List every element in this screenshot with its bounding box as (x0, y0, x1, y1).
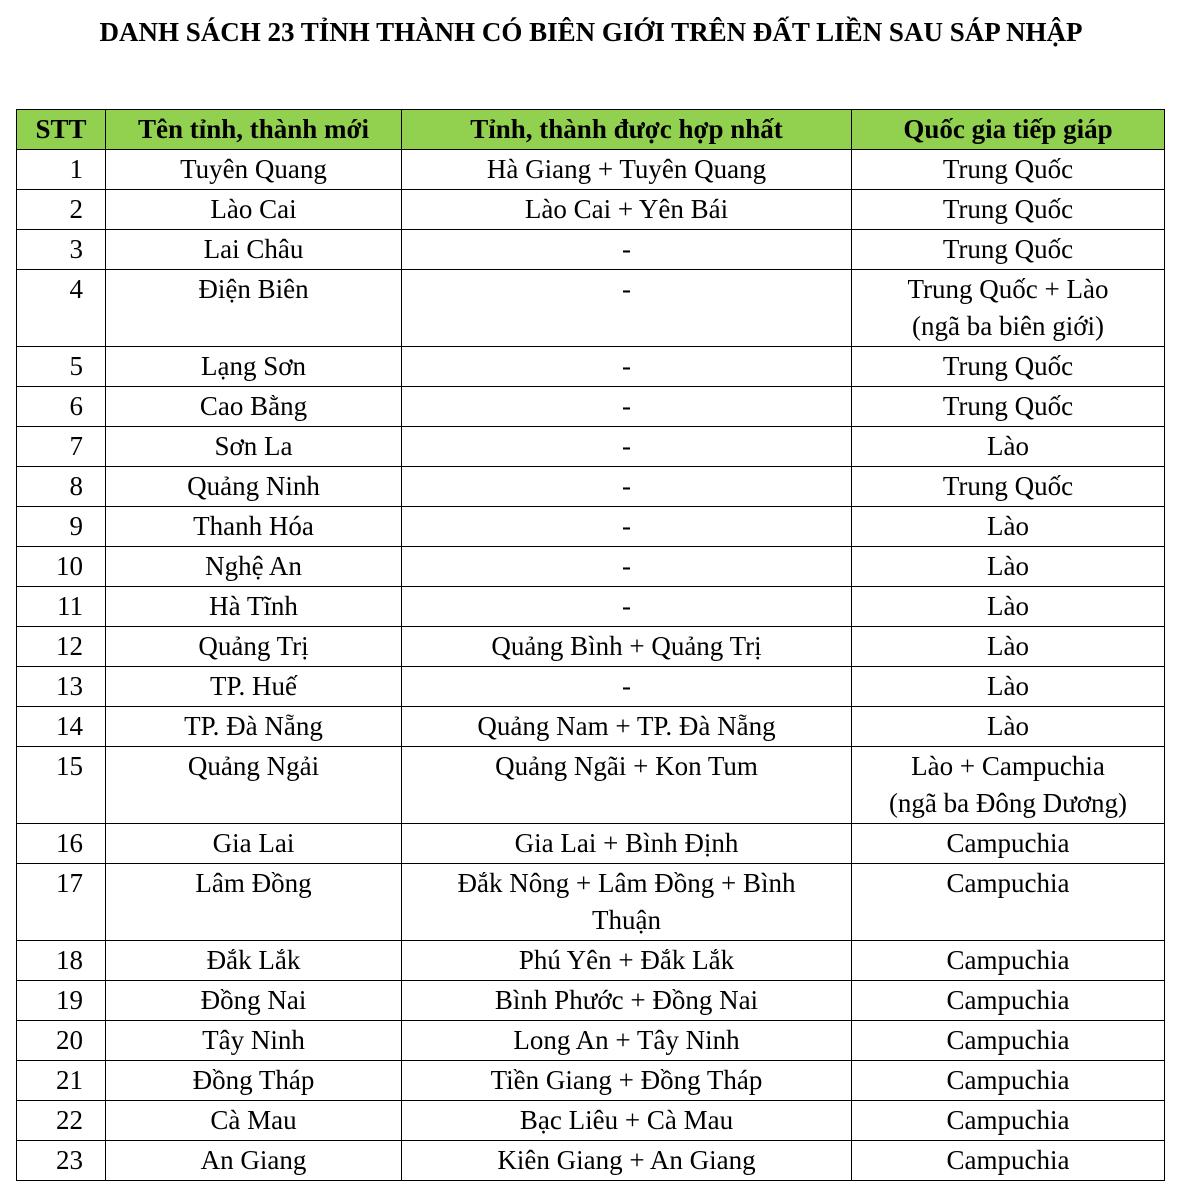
document-title: DANH SÁCH 23 TỈNH THÀNH CÓ BIÊN GIỚI TRÊN ĐẤT LIỀN SAU SÁP NHẬP (99, 17, 1083, 47)
cell-border-country: Trung Quốc (852, 347, 1165, 387)
table-row (17, 667, 1165, 707)
cell-border-country: Trung Quốc (852, 190, 1165, 230)
column-header-new-name: Tên tỉnh, thành mới (106, 110, 402, 150)
table-row (17, 427, 1165, 467)
cell-border-country: Campuchia (852, 941, 1165, 981)
cell-merged: Gia Lai + Bình Định (402, 824, 852, 864)
cell-merged: - (402, 230, 852, 270)
border-provinces-table (16, 109, 1165, 1181)
cell-stt: 8 (17, 467, 106, 507)
cell-new-name: Điện Biên (106, 270, 402, 347)
cell-merged: Bạc Liêu + Cà Mau (402, 1101, 852, 1141)
cell-merged: Tiền Giang + Đồng Tháp (402, 1061, 852, 1101)
cell-border-country: Campuchia (852, 1021, 1165, 1061)
cell-stt: 21 (17, 1061, 106, 1101)
cell-border-country: Lào (852, 427, 1165, 467)
table-row (17, 1021, 1165, 1061)
cell-new-name: Thanh Hóa (106, 507, 402, 547)
cell-stt: 23 (17, 1141, 106, 1181)
cell-new-name: Lâm Đồng (106, 864, 402, 941)
cell-merged: - (402, 387, 852, 427)
cell-border-country: Campuchia (852, 1061, 1165, 1101)
table-header-row (17, 110, 1165, 150)
table-body (17, 150, 1165, 1181)
table-row (17, 1061, 1165, 1101)
cell-merged: - (402, 587, 852, 627)
cell-border-country: Trung Quốc (852, 150, 1165, 190)
table-row (17, 587, 1165, 627)
cell-new-name: Quảng Ninh (106, 467, 402, 507)
cell-border-country: Lào (852, 547, 1165, 587)
cell-merged: - (402, 547, 852, 587)
table-row (17, 547, 1165, 587)
table-row (17, 507, 1165, 547)
cell-stt: 17 (17, 864, 106, 941)
cell-stt: 18 (17, 941, 106, 981)
cell-new-name: Cao Bằng (106, 387, 402, 427)
cell-stt: 5 (17, 347, 106, 387)
cell-merged: Phú Yên + Đắk Lắk (402, 941, 852, 981)
cell-border-country: Campuchia (852, 824, 1165, 864)
cell-stt: 22 (17, 1101, 106, 1141)
cell-merged: Hà Giang + Tuyên Quang (402, 150, 852, 190)
cell-new-name: An Giang (106, 1141, 402, 1181)
cell-stt: 3 (17, 230, 106, 270)
cell-new-name: Đồng Nai (106, 981, 402, 1021)
cell-border-country: Trung Quốc (852, 467, 1165, 507)
cell-border-country: Trung Quốc (852, 230, 1165, 270)
cell-stt: 11 (17, 587, 106, 627)
cell-stt: 14 (17, 707, 106, 747)
cell-border-country: Campuchia (852, 1141, 1165, 1181)
cell-new-name: Đắk Lắk (106, 941, 402, 981)
column-header-stt: STT (17, 110, 106, 150)
cell-new-name: Quảng Trị (106, 627, 402, 667)
cell-border-country: Campuchia (852, 981, 1165, 1021)
table-header (17, 110, 1165, 150)
cell-border-country: Lào (852, 587, 1165, 627)
cell-merged: Kiên Giang + An Giang (402, 1141, 852, 1181)
table-row (17, 981, 1165, 1021)
cell-new-name: Lào Cai (106, 190, 402, 230)
cell-new-name: Tuyên Quang (106, 150, 402, 190)
cell-stt: 7 (17, 427, 106, 467)
cell-new-name: TP. Đà Nẵng (106, 707, 402, 747)
cell-stt: 15 (17, 747, 106, 824)
table-row (17, 864, 1165, 941)
cell-new-name: Đồng Tháp (106, 1061, 402, 1101)
cell-stt: 4 (17, 270, 106, 347)
table-row (17, 150, 1165, 190)
cell-border-country: Lào (852, 627, 1165, 667)
table-row (17, 1101, 1165, 1141)
cell-merged: Bình Phước + Đồng Nai (402, 981, 852, 1021)
cell-new-name: Tây Ninh (106, 1021, 402, 1061)
table-row (17, 627, 1165, 667)
cell-merged: - (402, 347, 852, 387)
cell-new-name: Cà Mau (106, 1101, 402, 1141)
cell-new-name: TP. Huế (106, 667, 402, 707)
table-row (17, 707, 1165, 747)
cell-merged: Quảng Bình + Quảng Trị (402, 627, 852, 667)
cell-merged: Đắk Nông + Lâm Đồng + Bình Thuận (402, 864, 852, 941)
cell-stt: 10 (17, 547, 106, 587)
cell-stt: 12 (17, 627, 106, 667)
table-row (17, 1141, 1165, 1181)
cell-new-name: Sơn La (106, 427, 402, 467)
table-row (17, 190, 1165, 230)
table-row (17, 230, 1165, 270)
table-row (17, 347, 1165, 387)
cell-border-country: Trung Quốc (852, 387, 1165, 427)
column-header-merged: Tỉnh, thành được hợp nhất (402, 110, 852, 150)
cell-new-name: Hà Tĩnh (106, 587, 402, 627)
cell-new-name: Lạng Sơn (106, 347, 402, 387)
cell-border-country: Campuchia (852, 864, 1165, 941)
cell-new-name: Nghệ An (106, 547, 402, 587)
cell-border-country: Lào + Campuchia (ngã ba Đông Dương) (852, 747, 1165, 824)
cell-stt: 13 (17, 667, 106, 707)
table-row (17, 270, 1165, 347)
cell-border-country: Lào (852, 707, 1165, 747)
cell-new-name: Gia Lai (106, 824, 402, 864)
cell-border-country: Lào (852, 507, 1165, 547)
table-row (17, 387, 1165, 427)
cell-stt: 16 (17, 824, 106, 864)
cell-merged: - (402, 270, 852, 347)
cell-merged: - (402, 507, 852, 547)
cell-border-country: Lào (852, 667, 1165, 707)
cell-stt: 9 (17, 507, 106, 547)
cell-merged: Quảng Nam + TP. Đà Nẵng (402, 707, 852, 747)
table-row (17, 824, 1165, 864)
cell-new-name: Lai Châu (106, 230, 402, 270)
cell-border-country: Campuchia (852, 1101, 1165, 1141)
table-row (17, 747, 1165, 824)
table-row (17, 941, 1165, 981)
table-row (17, 467, 1165, 507)
cell-stt: 6 (17, 387, 106, 427)
cell-merged: - (402, 467, 852, 507)
cell-merged: Lào Cai + Yên Bái (402, 190, 852, 230)
cell-merged: Long An + Tây Ninh (402, 1021, 852, 1061)
cell-new-name: Quảng Ngải (106, 747, 402, 824)
cell-stt: 19 (17, 981, 106, 1021)
cell-stt: 1 (17, 150, 106, 190)
cell-stt: 20 (17, 1021, 106, 1061)
cell-border-country: Trung Quốc + Lào (ngã ba biên giới) (852, 270, 1165, 347)
cell-merged: - (402, 667, 852, 707)
cell-stt: 2 (17, 190, 106, 230)
cell-merged: - (402, 427, 852, 467)
column-header-border-country: Quốc gia tiếp giáp (852, 110, 1165, 150)
cell-merged: Quảng Ngãi + Kon Tum (402, 747, 852, 824)
